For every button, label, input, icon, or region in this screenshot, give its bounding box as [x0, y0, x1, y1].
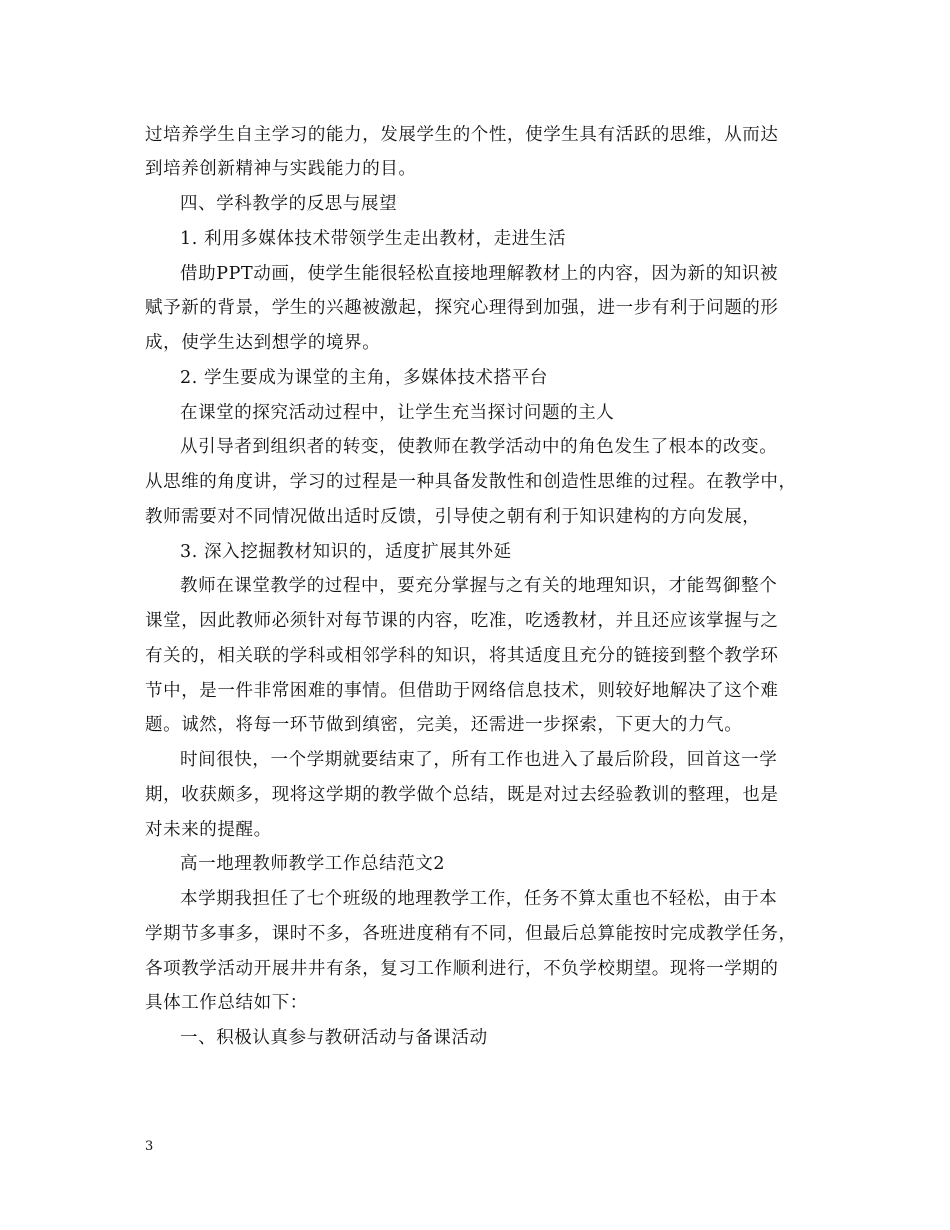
body-text-line: 赋予新的背景，学生的兴趣被激起，探究心理得到加强，进一步有利于问题的形 [145, 298, 779, 318]
subsection-heading: 2. 学生要成为课堂的主角，多媒体技术搭平台 [180, 368, 548, 388]
body-text-line: 从思维的角度讲，学习的过程是一种具备发散性和创造性思维的过程。在教学中， [145, 472, 797, 492]
body-text-line: 学期节多事多，课时不多，各班进度稍有不同，但最后总算能按时完成教学任务， [145, 924, 797, 944]
section-heading: 一、积极认真参与教研活动与备课活动 [180, 1028, 488, 1048]
body-text-line: 期，收获颇多，现将这学期的教学做个总结，既是对过去经验教训的整理，也是 [145, 785, 779, 805]
body-text-line: 各项教学活动开展井井有条，复习工作顺利进行，不负学校期望。现将一学期的 [145, 959, 779, 979]
body-text-line: 具体工作总结如下： [145, 993, 308, 1013]
body-text-line: 在课堂的探究活动过程中，让学生充当探讨问题的主人 [180, 403, 615, 423]
body-text-line: 有关的，相关联的学科或相邻学科的知识，将其适度且充分的链接到整个教学环 [145, 646, 779, 666]
body-text-line: 从引导者到组织者的转变，使教师在教学活动中的角色发生了根本的改变。 [180, 437, 778, 457]
body-text-line: 课堂，因此教师必须针对每节课的内容，吃准，吃透教材，并且还应该掌握与之 [145, 611, 779, 631]
body-text-line: 节中，是一件非常困难的事情。但借助于网络信息技术，则较好地解决了这个难 [145, 681, 779, 701]
subsection-heading: 3. 深入挖掘教材知识的，适度扩展其外延 [180, 542, 512, 562]
article-title: 高一地理教师教学工作总结范文2 [180, 854, 446, 874]
body-text-line: 本学期我担任了七个班级的地理教学工作，任务不算太重也不轻松，由于本 [180, 889, 778, 909]
body-text-line: 成，使学生达到想学的境界。 [145, 333, 381, 353]
body-text-line: 借助PPT动画，使学生能很轻松直接地理解教材上的内容，因为新的知识被 [180, 264, 779, 284]
body-text-line: 教师在课堂教学的过程中，要充分掌握与之有关的地理知识，才能驾御整个 [180, 576, 778, 596]
body-text-line: 题。诚然，将每一环节做到缜密，完美，还需进一步探索，下更大的力气。 [145, 715, 743, 735]
section-heading: 四、学科教学的反思与展望 [180, 194, 398, 214]
body-text-line: 对未来的提醒。 [145, 820, 272, 840]
body-text-line: 时间很快，一个学期就要结束了，所有工作也进入了最后阶段，回首这一学 [180, 750, 778, 770]
body-text-line: 教师需要对不同情况做出适时反馈，引导使之朝有利于知识建构的方向发展， [145, 507, 761, 527]
body-text-line: 到培养创新精神与实践能力的目。 [145, 159, 417, 179]
subsection-heading: 1. 利用多媒体技术带领学生走出教材，走进生活 [180, 229, 567, 249]
page-number: 3 [145, 1139, 154, 1154]
body-text-line: 过培养学生自主学习的能力，发展学生的个性，使学生具有活跃的思维，从而达 [145, 125, 779, 145]
